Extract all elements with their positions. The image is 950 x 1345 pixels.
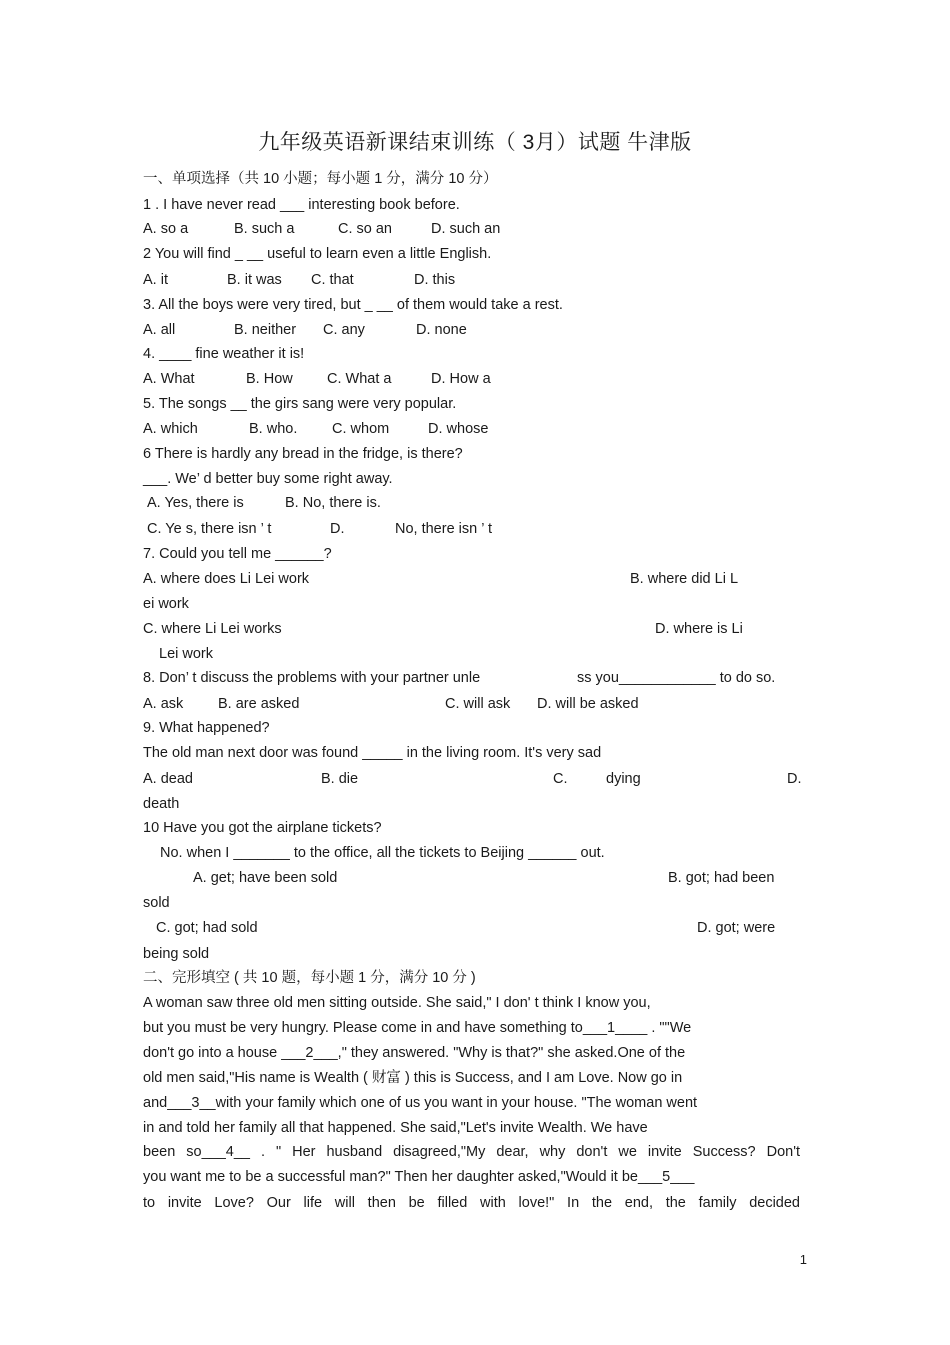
option-c: C. got; had sold	[156, 920, 258, 936]
option-b: B. who.	[249, 421, 298, 437]
cloze-line: in and told her family all that happened. She said,"Let's invite Wealth. We have	[143, 1120, 648, 1136]
option-b: B. such a	[234, 221, 295, 237]
cloze-line: A woman saw three old men sitting outside. She said," I don' t think I know you,	[143, 995, 651, 1011]
option-c: C. will ask	[445, 696, 511, 712]
option-a: A. What	[143, 371, 195, 387]
option-b: B. are asked	[218, 696, 300, 712]
option-d: D. such an	[431, 221, 501, 237]
option-c: C. any	[323, 322, 365, 338]
option-a: A. dead	[143, 771, 193, 787]
question-2-stem: 2 You will find _ __ useful to learn even a little English.	[143, 246, 492, 262]
option-d: D. this	[414, 272, 456, 288]
option-c: C. that	[311, 272, 354, 288]
option-a: A. which	[143, 421, 198, 437]
question-9-option-d: death	[143, 796, 180, 812]
question-10-stem: 10 Have you got the airplane tickets?	[143, 820, 382, 836]
option-d: D. none	[416, 322, 467, 338]
question-7-option-d-continued: Lei work	[159, 646, 213, 662]
option-b: B. How	[246, 371, 293, 387]
option-b: B. die	[321, 771, 359, 787]
option-b: B. it was	[227, 272, 282, 288]
cloze-line: old men said,"His name is Wealth ( 财富 ) this is Success, and I am Love. Now go in	[143, 1070, 683, 1086]
section-1-heading: 一、单项选择（共 10 小题；每小题 1 分，满分 10 分）	[143, 171, 498, 187]
cloze-line: don't go into a house ___2___," they answered. "Why is that?" she asked.One of the	[143, 1045, 686, 1061]
option-d: D. got; were	[697, 920, 776, 936]
option-d-label: D.	[330, 521, 345, 537]
option-a: A. Yes, there is	[147, 495, 244, 511]
page-title: 九年级英语新课结束训练（ 3月）试题 牛津版	[258, 131, 692, 154]
question-10-option-b-continued: sold	[143, 895, 170, 911]
question-8-stem-end: ss you____________ to do so.	[577, 670, 776, 686]
option-b: B. got; had been	[668, 870, 775, 886]
question-1-stem: 1 . I have never read ___ interesting book before.	[143, 197, 460, 213]
question-7-option-b-continued: ei work	[143, 596, 189, 612]
option-d: D. will be asked	[537, 696, 639, 712]
question-8-stem: 8. Don’ t discuss the problems with your partner unle	[143, 670, 481, 686]
option-a: A. it	[143, 272, 168, 288]
cloze-line: and___3__with your family which one of us you want in your house. "The woman went	[143, 1095, 698, 1111]
option-b: B. No, there is.	[285, 495, 381, 511]
option-d: D. where is Li	[655, 621, 743, 637]
option-a: A. so a	[143, 221, 189, 237]
option-c: C. so an	[338, 221, 392, 237]
cloze-line: to invite Love? Our life will then be filled with love!" In the end, the family decided	[143, 1195, 800, 1211]
option-a: A. get; have been sold	[193, 870, 338, 886]
question-3-stem: 3. All the boys were very tired, but _ __ of them would take a rest.	[143, 297, 563, 313]
option-c: dying	[606, 771, 641, 787]
cloze-line: you want me to be a successful man?" Then her daughter asked,"Would it be___5___	[143, 1169, 695, 1185]
option-b: B. neither	[234, 322, 297, 338]
option-a: A. ask	[143, 696, 184, 712]
option-c: C. What a	[327, 371, 392, 387]
page-number: 1	[799, 1252, 807, 1267]
question-10-option-d-continued: being sold	[143, 946, 210, 962]
question-6-stem: 6 There is hardly any bread in the fridge, is there?	[143, 446, 463, 462]
cloze-line: but you must be very hungry. Please come in and have something to___1____ . ""We	[143, 1020, 692, 1036]
option-d: D. How a	[431, 371, 491, 387]
option-d: D. whose	[428, 421, 489, 437]
question-10-stem-continued: No. when I _______ to the office, all the tickets to Beijing ______ out.	[160, 845, 605, 861]
question-4-stem: 4. ____ fine weather it is!	[143, 346, 305, 362]
question-9-stem-continued: The old man next door was found _____ in the living room. It's very sad	[143, 745, 602, 761]
option-c-label: C.	[553, 771, 568, 787]
section-2-heading: 二、完形填空 ( 共 10 题，每小题 1 分，满分 10 分 )	[143, 970, 476, 986]
option-b: B. where did Li L	[630, 571, 739, 587]
option-d: No, there isn ’ t	[395, 521, 492, 537]
option-d-label: D.	[787, 771, 802, 787]
cloze-line: been so___4__ . " Her husband disagreed,"My dear, why don't we invite Success? Don't	[143, 1144, 800, 1160]
question-9-stem: 9. What happened?	[143, 720, 270, 736]
option-c: C. Ye s, there isn ’ t	[147, 521, 272, 537]
option-c: C. whom	[332, 421, 390, 437]
option-c: C. where Li Lei works	[143, 621, 282, 637]
question-6-stem-continued: ___. We’ d better buy some right away.	[143, 471, 393, 487]
option-a: A. where does Li Lei work	[143, 571, 310, 587]
question-5-stem: 5. The songs __ the girs sang were very popular.	[143, 396, 457, 412]
question-7-stem: 7. Could you tell me ______?	[143, 546, 332, 562]
option-a: A. all	[143, 322, 176, 338]
